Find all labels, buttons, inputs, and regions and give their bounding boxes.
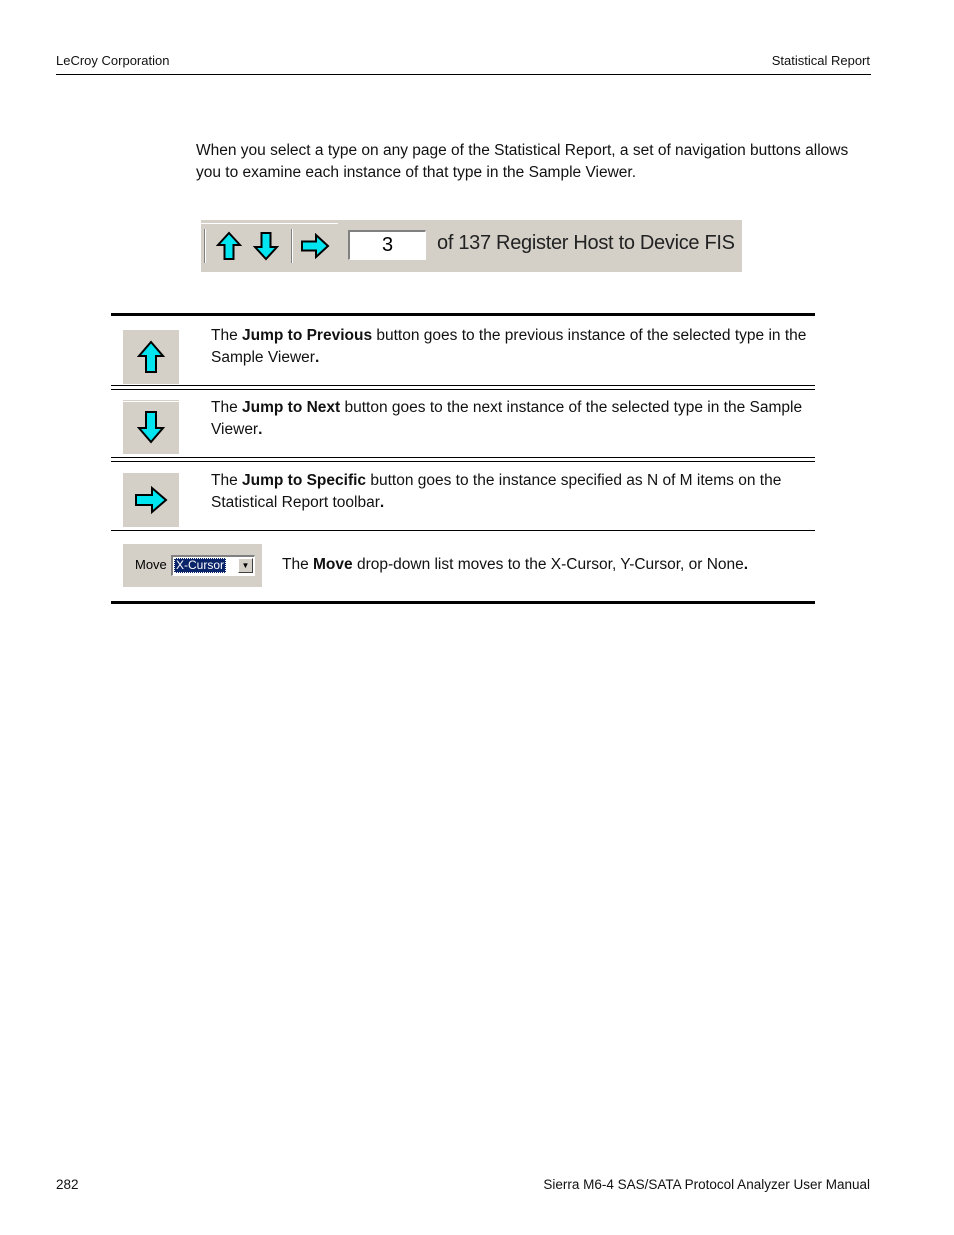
arrow-down-icon: [137, 410, 165, 444]
jump-to-specific-button[interactable]: [300, 230, 330, 262]
row-text: drop-down list moves to the X-Cursor, Y-Cursor, or None: [352, 556, 744, 573]
page-header-right: Statistical Report: [771, 53, 870, 68]
arrow-down-icon: [253, 231, 279, 261]
jump-next-icon-box: [123, 400, 179, 454]
page-header-left: LeCroy Corporation: [56, 53, 170, 68]
row-text: button goes to the instance specified as N of M items on the Statistical Report toolbar: [211, 472, 782, 511]
row-period: .: [314, 349, 320, 366]
move-label: Move: [135, 557, 167, 572]
row-text: button goes to the next instance of the selected type in the Sample Viewer: [211, 399, 803, 438]
table-row: [211, 397, 811, 441]
arrow-right-icon: [300, 233, 330, 259]
row-text: The: [211, 399, 243, 416]
header-rule: [56, 74, 871, 75]
instance-number-input[interactable]: 3: [348, 230, 426, 260]
move-dropdown[interactable]: [171, 555, 255, 576]
row-divider: [111, 385, 815, 390]
table-bottom-rule: [111, 601, 815, 604]
footer-title: Sierra M6-4 SAS/SATA Protocol Analyzer User Manual: [543, 1177, 870, 1192]
arrow-right-icon: [134, 486, 168, 514]
move-control-box: [123, 544, 262, 587]
jump-to-next-button[interactable]: [251, 230, 281, 262]
button-name: Move: [313, 556, 353, 573]
jump-previous-icon-box: [123, 330, 179, 384]
button-name: Jump to Next: [242, 399, 341, 416]
button-name: Jump to Specific: [242, 472, 367, 489]
button-name: Jump to Previous: [242, 327, 373, 344]
intro-paragraph: When you select a type on any page of the Statistical Report, a set of navigation buttons allows you to examine each instance of that type in the Sample Viewer.: [196, 142, 849, 181]
row-text: The: [211, 472, 243, 489]
jump-to-previous-button[interactable]: [214, 230, 244, 262]
row-period: .: [743, 556, 749, 573]
toolbar-highlight-line: [201, 223, 338, 224]
toolbar-separator: [291, 229, 293, 263]
toolbar-separator: [204, 229, 206, 263]
table-row: [211, 325, 811, 369]
row-text: The: [211, 327, 243, 344]
table-row: [282, 554, 812, 576]
page-number: 282: [56, 1177, 79, 1192]
row-text: button goes to the previous instance of the selected type in the Sample Viewer: [211, 327, 807, 366]
toolbar-status-text: of 137 Register Host to Device FIS: [437, 232, 735, 254]
arrow-up-icon: [216, 231, 242, 261]
row-divider: [111, 530, 815, 531]
navigation-toolbar: [201, 220, 742, 272]
row-period: .: [258, 421, 263, 438]
table-row: [211, 470, 811, 514]
row-period: .: [379, 494, 385, 511]
move-dropdown-value: X-Cursor: [176, 558, 225, 572]
row-text: The: [282, 556, 314, 573]
arrow-up-icon: [137, 340, 165, 374]
row-divider: [111, 457, 815, 462]
table-top-rule: [111, 313, 815, 316]
chevron-down-icon[interactable]: ▼: [238, 558, 253, 573]
jump-specific-icon-box: [123, 473, 179, 527]
